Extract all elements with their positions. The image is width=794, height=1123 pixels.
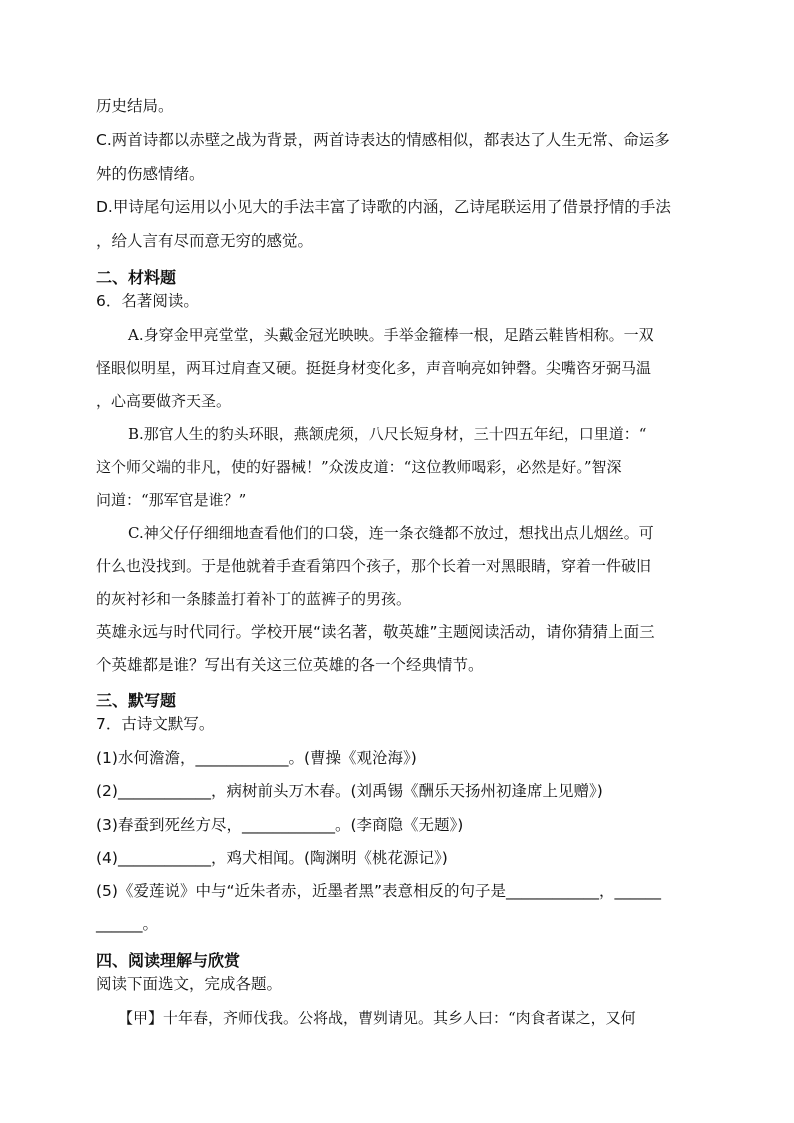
passage-a-line: ，心高要做齐天圣。 [96, 392, 232, 410]
option-c-line: 舛的伤感情绪。 [96, 165, 205, 183]
passage-c-line: C.神父仔仔细细地查看他们的口袋，连一条衣缝都不放过，想找出点儿烟丝。可 [128, 524, 654, 542]
question-6-task: 个英雄都是谁？写出有关这三位英雄的各一个经典情节。 [96, 656, 484, 674]
section-heading-materials: 二、材料题 [96, 268, 177, 287]
dictation-item-5: ______。 [96, 915, 159, 933]
passage-b-line: B.那官人生的豹头环眼，燕颔虎须，八尺长短身材，三十四五年纪，口里道：“ [128, 425, 647, 443]
dictation-item-2: (2)____________，病树前头万木春。(刘禹锡《酬乐天扬州初逢席上见赠》) [96, 782, 603, 800]
passage-b-line: 问道：“那军官是谁？” [96, 491, 247, 509]
option-c-line: C.两首诗都以赤壁之战为背景，两首诗表达的情感相似，都表达了人生无常、命运多 [96, 131, 670, 149]
question-6-title: 6．名著阅读。 [96, 292, 199, 310]
section-heading-reading: 四、阅读理解与欣赏 [96, 951, 241, 970]
dictation-item-1: (1)水何澹澹，____________。(曹操《观沧海》) [96, 749, 417, 767]
section-heading-dictation: 三、默写题 [96, 691, 177, 710]
passage-c-line: 什么也没找到。于是他就着手查看第四个孩子，那个长着一对黑眼睛，穿着一件破旧 [96, 557, 652, 575]
passage-b-line: 这个师父端的非凡，使的好器械！”众泼皮道：“这位教师喝彩，必然是好。”智深 [96, 458, 622, 476]
passage-a-line: A.身穿金甲亮堂堂，头戴金冠光映映。手举金箍棒一根，足踏云鞋皆相称。一双 [128, 326, 654, 344]
question-6-task: 英雄永远与时代同行。学校开展“读名著，敬英雄”主题阅读活动，请你猜猜上面三 [96, 623, 655, 641]
reading-intro: 阅读下面选文，完成各题。 [96, 975, 283, 993]
dictation-item-5: (5)《爱莲说》中与“近朱者赤，近墨者黑”表意相反的句子是____________，______ [96, 882, 662, 900]
option-d-line: D.甲诗尾句运用以小见大的手法丰富了诗歌的内涵，乙诗尾联运用了借景抒情的手法 [96, 198, 671, 216]
passage-a-line: 怪眼似明星，两耳过肩查又硬。挺挺身材变化多，声音响亮如钟磬。尖嘴咨牙弼马温 [96, 359, 652, 377]
text-line: 历史结局。 [96, 97, 174, 115]
dictation-item-4: (4)____________，鸡犬相闻。(陶渊明《桃花源记》) [96, 849, 448, 867]
question-7-title: 7．古诗文默写。 [96, 715, 215, 733]
option-d-line: ，给人言有尽而意无穷的感觉。 [96, 232, 314, 250]
dictation-item-3: (3)春蚕到死丝方尽，____________。(李商隐《无题》) [96, 816, 464, 834]
passage-jia-line: 【甲】十年春，齐师伐我。公将战，曹刿请见。其乡人曰：“肉食者谋之，又何 [118, 1009, 636, 1027]
passage-c-line: 的灰衬衫和一条膝盖打着补丁的蓝裤子的男孩。 [96, 590, 412, 608]
